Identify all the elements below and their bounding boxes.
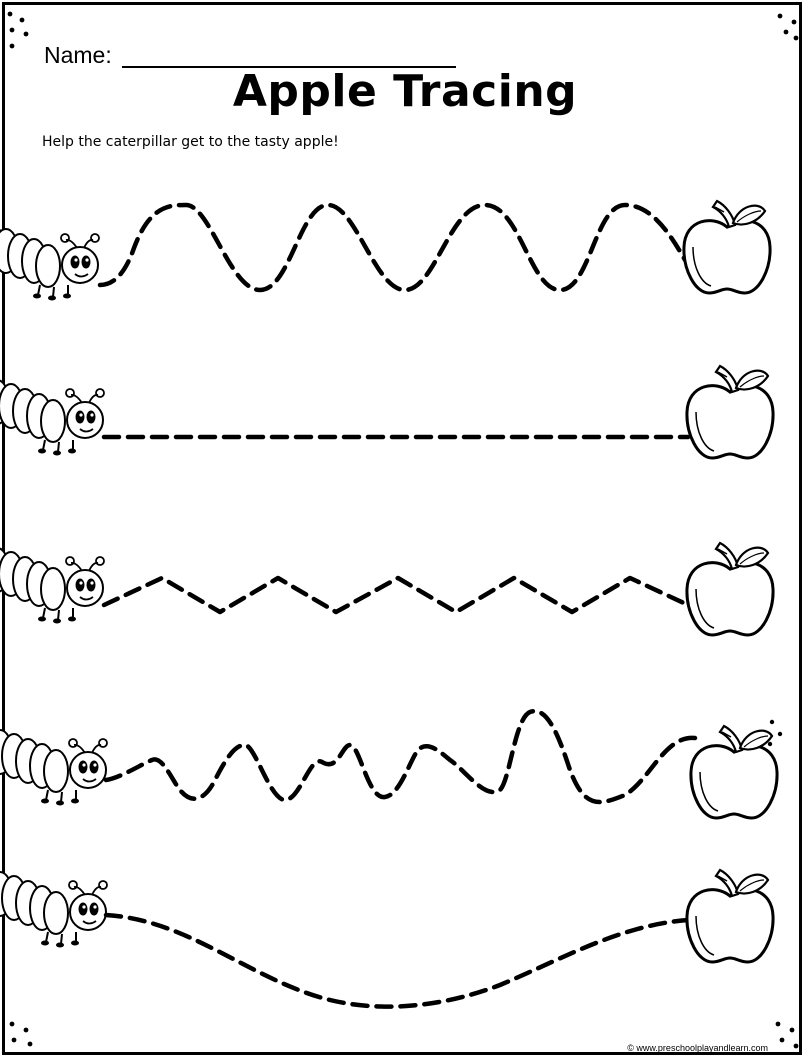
- apple-icon: [687, 543, 773, 635]
- page-title: Apple Tracing: [232, 66, 578, 117]
- copyright-footer: © www.preschoolplayandlearn.com: [627, 1043, 768, 1053]
- corner-dots-bottom-right: [776, 1022, 799, 1049]
- trace-path-curve[interactable]: [106, 915, 688, 1007]
- tracing-row-straight-line: [0, 366, 773, 458]
- caterpillar-icon: [0, 380, 104, 456]
- instruction-text: Help the caterpillar get to the tasty apple!: [42, 134, 339, 150]
- tracing-row-mixed-peaks: [0, 711, 777, 818]
- caterpillar-icon: [0, 730, 107, 806]
- apple-icon: [691, 726, 777, 818]
- trace-path-zigzag[interactable]: [104, 578, 688, 612]
- apple-icon: [684, 201, 770, 293]
- corner-dots-top-right: [778, 14, 799, 41]
- caterpillar-icon: [0, 225, 99, 301]
- caterpillar-icon: [0, 548, 104, 624]
- apple-icon: [687, 366, 773, 458]
- caterpillar-icon: [0, 872, 107, 948]
- tracing-row-zigzag: [0, 543, 773, 635]
- trace-path-peaks[interactable]: [106, 711, 695, 802]
- apple-icon: [687, 870, 773, 962]
- corner-dots-top-left: [8, 12, 29, 49]
- trace-path-wave[interactable]: [100, 205, 685, 290]
- tracing-row-curvy-wave: [0, 201, 770, 301]
- tracing-row-u-curve: [0, 870, 773, 1007]
- corner-dots-bottom-left: [10, 1022, 33, 1047]
- name-label: Name:: [44, 42, 112, 68]
